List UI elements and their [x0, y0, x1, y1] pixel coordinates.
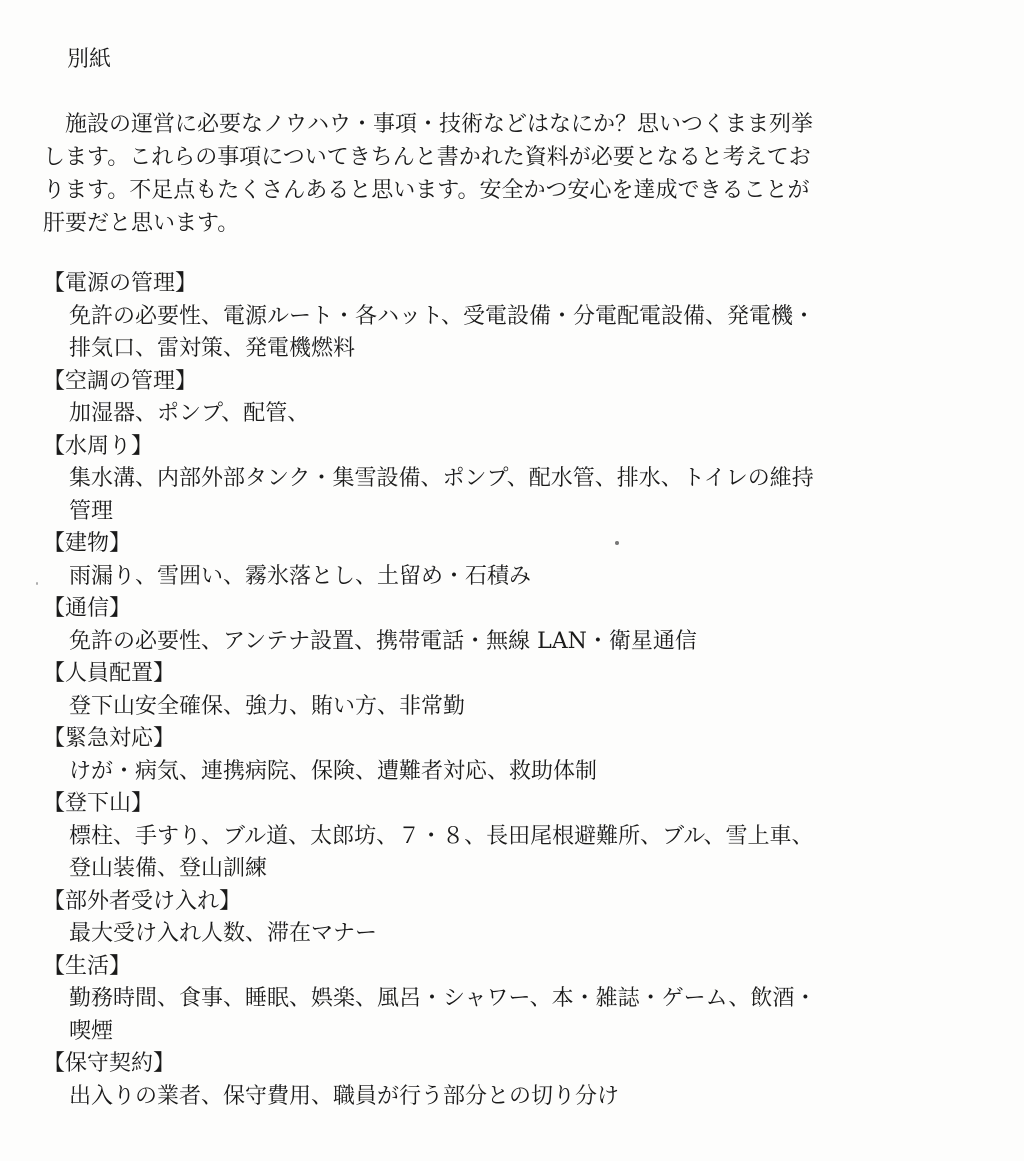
section-line: 排気口、雷対策、発電機燃料 — [69, 336, 356, 361]
section-line: 免許の必要性、アンテナ設置、携帯電話・無線 LAN・衛星通信 — [69, 628, 697, 654]
section-air-conditioning — [43, 366, 983, 431]
section-line: 登山装備、登山訓練 — [69, 856, 268, 881]
section-line: 集水溝、内部外部タンク・集雪設備、ポンプ、配水管、排水、トイレの維持 — [69, 466, 814, 491]
section-body — [43, 463, 983, 528]
section-body — [43, 918, 983, 951]
section-body — [43, 983, 983, 1048]
section-heading: 【登下山】 — [43, 791, 154, 816]
section-heading: 【人員配置】 — [43, 661, 176, 686]
section-list — [43, 268, 983, 1113]
scan-speck — [615, 541, 619, 545]
section-line: 標柱、手すり、ブル道、太郎坊、７・８、長田尾根避難所、ブル、雪上車、 — [69, 823, 814, 849]
section-heading: 【水周り】 — [43, 433, 154, 459]
section-maintenance-contract — [43, 1048, 983, 1113]
scan-speck — [36, 582, 38, 585]
section-climbing — [43, 788, 983, 886]
section-line: 管理 — [69, 498, 114, 524]
section-body — [43, 626, 983, 659]
section-line: 加湿器、ポンプ、配管、 — [69, 401, 310, 426]
intro-line: します。これらの事項についてきちんと書かれた資料が必要となると考えてお — [43, 145, 811, 170]
section-line: 出入りの業者、保守費用、職員が行う部分との切り分け — [69, 1083, 620, 1109]
section-body — [43, 1081, 983, 1114]
section-line: けが・病気、連携病院、保険、遭難者対応、救助体制 — [69, 758, 598, 784]
section-heading: 【通信】 — [43, 596, 132, 621]
attachment-label: 別紙 — [67, 47, 112, 72]
section-visitors — [43, 886, 983, 951]
section-heading: 【建物】 — [43, 531, 132, 556]
section-heading: 【保守契約】 — [43, 1051, 176, 1076]
section-line: 雨漏り、雪囲い、霧氷落とし、土留め・石積み — [69, 563, 532, 589]
section-line: 登下山安全確保、強力、賄い方、非常勤 — [69, 693, 466, 719]
section-daily-life — [43, 951, 983, 1049]
intro-line: 施設の運営に必要なノウハウ・事項・技術などはなにか？思いつくまま列挙 — [43, 112, 814, 137]
section-body — [43, 561, 983, 594]
section-body — [43, 821, 983, 886]
section-power — [43, 268, 983, 366]
section-line: 最大受け入れ人数、滞在マナー — [69, 921, 378, 946]
section-heading: 【電源の管理】 — [43, 271, 198, 296]
section-heading: 【緊急対応】 — [43, 726, 176, 751]
section-body — [43, 691, 983, 724]
section-building — [43, 528, 983, 593]
section-body — [43, 756, 983, 789]
section-heading: 【部外者受け入れ】 — [43, 888, 242, 914]
section-body — [43, 301, 983, 366]
section-heading: 【空調の管理】 — [43, 368, 198, 394]
section-line: 勤務時間、食事、睡眠、娯楽、風呂・シャワー、本・雑誌・ゲーム、飲酒・ — [69, 986, 817, 1011]
section-emergency — [43, 723, 983, 788]
intro-paragraph — [43, 108, 963, 240]
intro-line: ります。不足点もたくさんあると思います。安全かつ安心を達成できることが — [43, 178, 810, 203]
section-line: 免許の必要性、電源ルート・各ハット、受電設備・分電配電設備、発電機・ — [69, 303, 816, 329]
section-line: 喫煙 — [69, 1018, 114, 1044]
section-body — [43, 398, 983, 431]
intro-line: 肝要だと思います。 — [43, 211, 240, 236]
section-staffing — [43, 658, 983, 723]
section-communication — [43, 593, 983, 658]
section-water — [43, 431, 983, 529]
section-heading: 【生活】 — [43, 953, 132, 979]
